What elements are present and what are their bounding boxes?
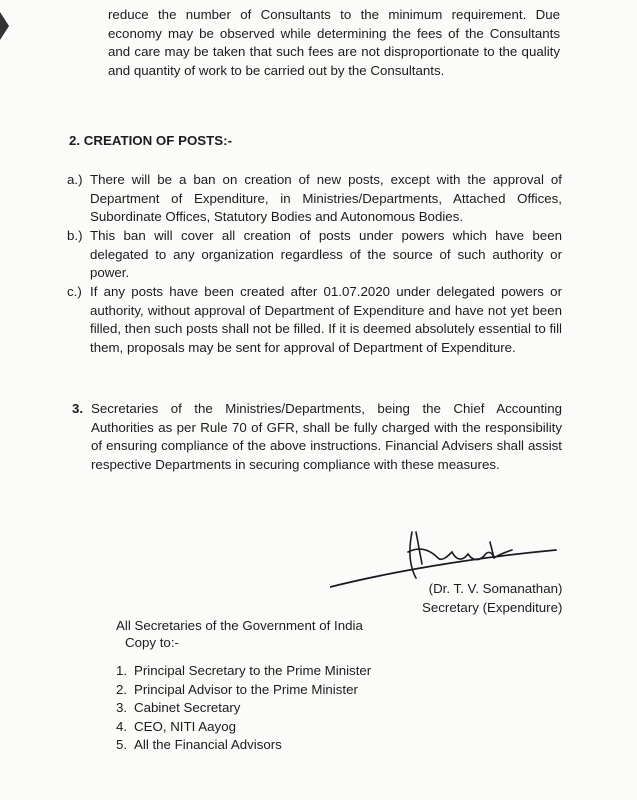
section-3-paragraph bbox=[72, 400, 562, 474]
addressee: All Secretaries of the Government of India bbox=[116, 618, 363, 633]
list-item: 3. Cabinet Secretary bbox=[116, 700, 241, 715]
list-item: 1. Principal Secretary to the Prime Minister bbox=[116, 663, 372, 678]
intro-paragraph: reduce the number of Consultants to the minimum requirement. Due economy may be observed while determining the fees of the Consultants and care may be taken that such fees are not disproportionate to the quality and quantity of work to be carried out by the Consultants. bbox=[108, 7, 560, 78]
signatory-block bbox=[422, 580, 562, 617]
list-item: 2. Principal Advisor to the Prime Minister bbox=[116, 681, 358, 697]
section-2-item-a bbox=[67, 171, 562, 227]
list-item: 4. CEO, NITI Aayog bbox=[116, 718, 236, 734]
copy-list bbox=[116, 662, 371, 755]
item-text: There will be a ban on creation of new posts, except with the approval of Department of Expenditure, in Ministries/Departments, Attached Offices, Subordinate Offices, Statutory Bodies and Autonomous Bodies. bbox=[90, 172, 562, 224]
item-marker: a.) bbox=[67, 172, 83, 187]
signatory-designation: Secretary (Expenditure) bbox=[422, 599, 563, 615]
section-3-marker: 3. bbox=[72, 401, 84, 416]
section-2-item-b bbox=[67, 227, 562, 283]
list-item: 5. All the Financial Advisors bbox=[116, 737, 282, 752]
item-marker: b.) bbox=[67, 228, 83, 243]
section-3-text: Secretaries of the Ministries/Departments, being the Chief Accounting Authorities as per Rule 70 of GFR, shall be fully charged with the responsibility of ensuring compliance of the above instructions. Financial Advisers shall assist respective Departments in securing compliance with these measures. bbox=[91, 401, 562, 472]
copy-to-label: Copy to:- bbox=[125, 635, 179, 650]
item-text: This ban will cover all creation of posts under powers which have been delegated to any organization regardless of the source of such authority or power. bbox=[90, 228, 562, 280]
item-text: If any posts have been created after 01.07.2020 under delegated powers or authority, without approval of Department of Expenditure and have not yet been filled, then such posts shall not be filled. If it is deemed absolutely essential to fill them, proposals may be sent for approval of Department of Expenditure. bbox=[90, 284, 562, 355]
section-2-heading: 2. CREATION OF POSTS:- bbox=[69, 133, 233, 148]
section-2-item-c bbox=[67, 283, 562, 357]
item-marker: c.) bbox=[67, 284, 82, 299]
signatory-name: (Dr. T. V. Somanathan) bbox=[428, 581, 563, 596]
page-edge-mark bbox=[0, 12, 9, 40]
